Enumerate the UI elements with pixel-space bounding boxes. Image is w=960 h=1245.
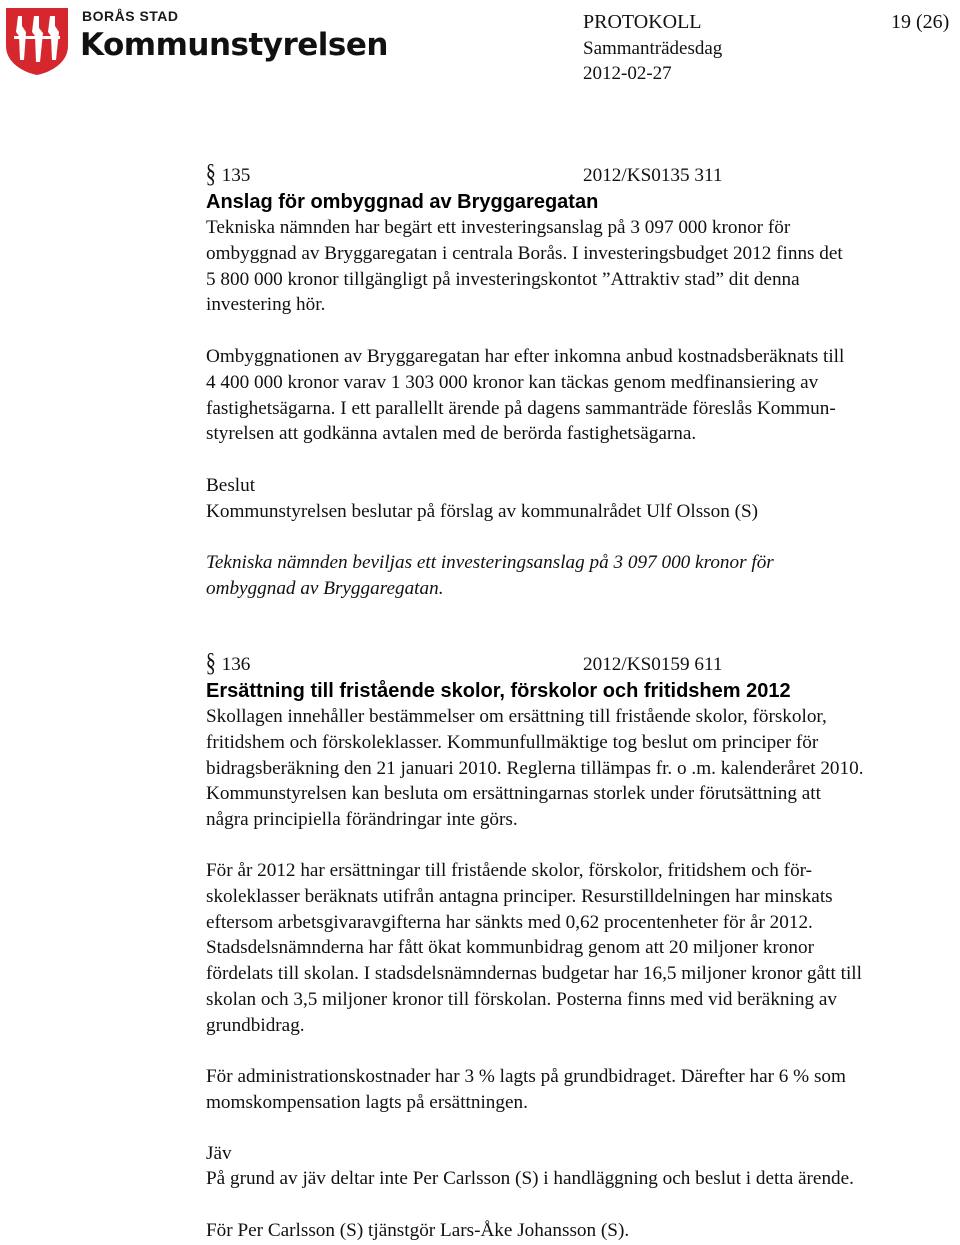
text-line: Tekniska nämnden har begärt ett investeringsanslag på 3 097 000 kronor för xyxy=(206,217,791,238)
beslut-intro: Kommunstyrelsen beslutar på förslag av kommunalrådet Ulf Olsson (S) xyxy=(206,501,759,522)
text-line: Ombyggnationen av Bryggaregatan har efter inkomna anbud kostnadsberäknats till xyxy=(206,346,845,367)
section-135-title: Anslag för ombyggnad av Bryggaregatan xyxy=(206,191,599,213)
text-line: 4 400 000 kronor varav 1 303 000 kronor kan täckas genom medfinansiering av xyxy=(206,371,819,393)
org-name: Kommunstyrelsen xyxy=(80,27,388,63)
text-line: skoleklasser beräknats utifrån antagna principer. Resurstilldelningen har minskats xyxy=(206,885,833,907)
text-line: momskompensation lagts på ersättningen. xyxy=(206,1091,528,1113)
section-136-number xyxy=(205,649,251,678)
text-line: skolan och 3,5 miljoner kronor till förskolan. Posterna finns med vid beräkning av xyxy=(206,988,837,1010)
section-136-paragraph-2 xyxy=(206,858,862,1039)
text-line: Tekniska nämnden beviljas ett investeringsanslag på 3 097 000 kronor för xyxy=(206,552,774,573)
text-line: bidragsberäkning den 21 januari 2010. Reglerna tillämpas fr. o .m. kalenderåret 2010. xyxy=(206,757,864,779)
text-line: Kommunstyrelsen kan besluta om ersättningarnas storlek under förutsättning att xyxy=(206,783,821,805)
section-number: 136 xyxy=(221,654,251,675)
substitute-text: För Per Carlsson (S) tjänstgör Lars-Åke Johansson (S). xyxy=(206,1220,630,1241)
jav-text: På grund av jäv deltar inte Per Carlsson (S) i handläggning och beslut i detta ärende. xyxy=(206,1168,854,1189)
section-sign: § xyxy=(205,160,216,189)
text-line: För administrationskostnader har 3 % lagts på grundbidraget. Därefter har 6 % som xyxy=(206,1066,846,1087)
page-number: 19 (26) xyxy=(891,11,950,33)
text-line: styrelsen att godkänna avtalen med de berörda fastighetsägarna. xyxy=(206,423,697,445)
section-136-paragraph-1 xyxy=(206,704,864,833)
section-number: 135 xyxy=(221,165,251,186)
text-line: grundbidrag. xyxy=(206,1014,305,1036)
text-line: investering hör. xyxy=(206,294,326,316)
text-line: För år 2012 har ersättningar till fristående skolor, förskolor, fritidshem och för- xyxy=(206,860,813,881)
section-136-dnr: 2012/KS0159 611 xyxy=(583,654,723,675)
section-136-title: Ersättning till fristående skolor, förskolor och fritidshem 2012 xyxy=(206,680,791,702)
section-135-paragraph-2 xyxy=(206,344,844,447)
text-line: fördelats till skolan. I stadsdelsnämndernas budgetar har 16,5 miljoner kronor gått till xyxy=(206,963,862,985)
section-135-dnr: 2012/KS0135 311 xyxy=(583,165,723,186)
section-135-number xyxy=(205,160,251,189)
section-sign: § xyxy=(205,649,216,678)
org-small-name: BORÅS STAD xyxy=(82,8,179,24)
beslut-text xyxy=(206,550,774,602)
document-type: PROTOKOLL xyxy=(583,11,702,33)
text-line: eftersom arbetsgivaravgifterna har sänkts med 0,62 procentenheter för år 2012. xyxy=(206,911,813,933)
borås-coat-of-arms-icon xyxy=(4,6,70,76)
meeting-label: Sammanträdesdag xyxy=(583,38,723,59)
text-line: fritidshem och förskoleklasser. Kommunfullmäktige tog beslut om principer för xyxy=(206,731,819,753)
text-line: ombyggnad av Bryggaregatan i centrala Borås. I investeringsbudget 2012 finns det xyxy=(206,242,843,264)
text-line: ombyggnad av Bryggaregatan. xyxy=(206,577,444,599)
beslut-heading: Beslut xyxy=(206,475,256,496)
section-136-paragraph-3 xyxy=(206,1064,846,1116)
text-line: några principiella förändringar inte görs. xyxy=(206,809,518,831)
text-line: Stadsdelsnämnderna har fått ökat kommunbidrag genom att 20 miljoner kronor xyxy=(206,937,814,959)
text-line: fastighetsägarna. I ett parallellt ärende på dagens sammanträde föreslås Kommun- xyxy=(206,397,836,419)
jav-heading: Jäv xyxy=(206,1143,232,1164)
section-135-paragraph-1 xyxy=(206,215,843,318)
meeting-date: 2012-02-27 xyxy=(583,63,672,84)
text-line: 5 800 000 kronor tillgängligt på investeringskontot ”Attraktiv stad” dit denna xyxy=(206,268,800,290)
text-line: Skollagen innehåller bestämmelser om ersättning till fristående skolor, förskolor, xyxy=(206,706,827,727)
